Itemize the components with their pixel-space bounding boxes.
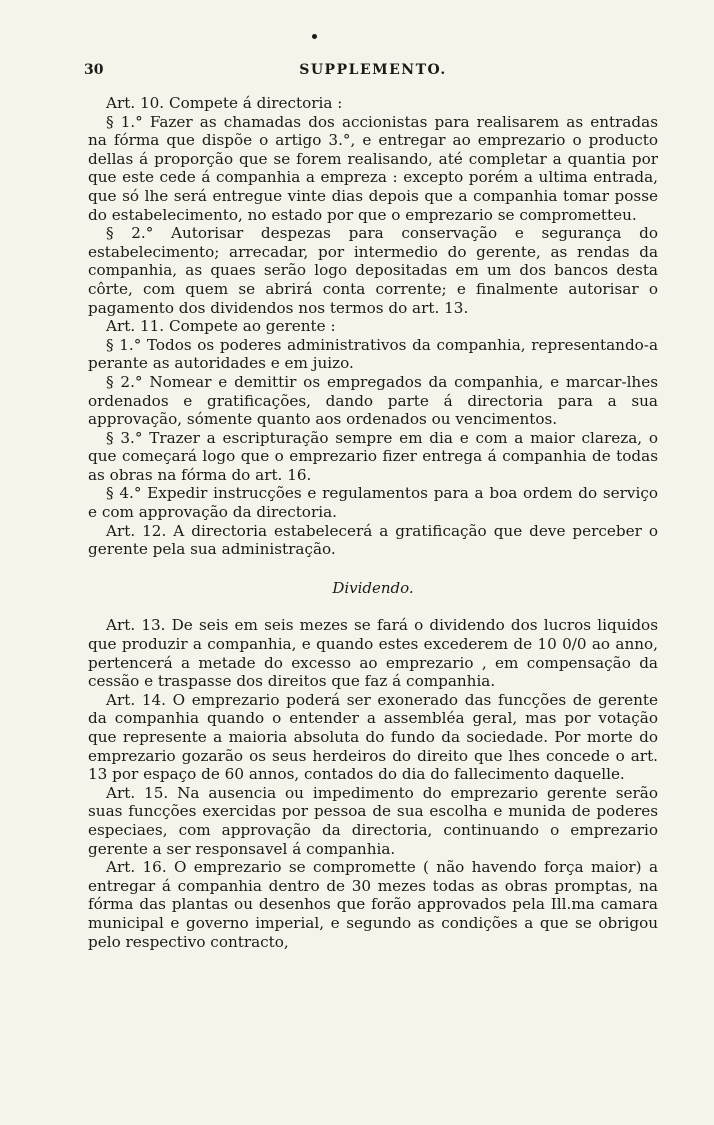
paragraph: Art. 10. Compete á directoria : <box>106 94 343 112</box>
page-number: 30 <box>84 62 104 78</box>
paragraph: Art. 16. O emprezario se compromette ( não havendo força maior) a entregar á companhia dentro de 30 mezes todas as obras promptas, na fórma das plantas ou desenhos que forão approvados pela Ill.ma camara municipal e governo imperial, e segundo as condições a que se obrigou pelo respectivo contracto, <box>88 858 658 951</box>
page-header <box>84 60 658 94</box>
document-page <box>84 30 658 951</box>
article-body <box>88 94 658 951</box>
paragraph: § 1.° Fazer as chamadas dos accionistas para realisarem as entradas na fórma que dispõe o artigo 3.°, e entregar ao emprezario o producto dellas á proporção que se forem realisando, até completar a quantia por que este cede á companhia a empreza : excepto porém a ultima entrada, que só lhe será entregue vinte dias depois que a companhia tomar posse do estabelecimento, no estado por que o emprezario se comprometteu. <box>88 112 658 224</box>
paragraph: Art. 12. A directoria estabelecerá a gratificação que deve perceber o gerente pela sua administração. <box>88 521 658 559</box>
paragraph: § 3.° Trazer a escripturação sempre em dia e com a maior clareza, o que começará logo que o emprezario fizer entrega á companhia de todas as obras na fórma do art. 16. <box>88 428 658 484</box>
paragraph: § 1.° Todos os poderes administrativos da companhia, representando-a perante as autoridades e em juizo. <box>88 335 658 373</box>
section-heading-dividendo: Dividendo. <box>332 578 414 597</box>
paragraph: § 2.° Autorisar despezas para conservação e segurança do estabelecimento; arrecadar, por intermedio do gerente, as rendas da companhia, as quaes serão logo depositadas em um dos bancos desta côrte, com quem se abrirá conta corrente; e finalmente autorisar o pagamento dos dividendos nos termos do art. 13. <box>88 224 658 317</box>
paragraph: Art. 11. Compete ao gerente : <box>106 317 336 336</box>
paragraph: Art. 15. Na ausencia ou impedimento do emprezario gerente serão suas funcções exercidas por pessoa de sua escolha e munida de poderes especiaes, com approvação da directoria, continuando o emprezario gerente a ser responsavel á companhia. <box>88 783 658 858</box>
paragraph: Art. 14. O emprezario poderá ser exonerado das funcções de gerente da companhia quando o entender a assembléa geral, mas por votação que represente a maioria absoluta do fundo da sociedade. Por morte do emprezario gozarão os seus herdeiros do direito que lhes concede o art. 13 por espaço de 60 annos, contados do dia do fallecimento daquelle. <box>88 690 658 784</box>
running-title: SUPPLEMENTO. <box>299 62 447 78</box>
paragraph: § 4.° Expedir instrucções e regulamentos para a boa ordem do serviço e com approvação da directoria. <box>88 484 658 522</box>
paragraph: § 2.° Nomear e demittir os empregados da companhia, e marcar-lhes ordenados e gratificações, dando parte á directoria para a sua approvação, sómente quanto aos ordenados ou vencimentos. <box>88 372 658 429</box>
paragraph: Art. 13. De seis em seis mezes se fará o dividendo dos lucros liquidos que produzir a companhia, e quando estes excederem de 10 0/0 ao anno, pertencerá a metade do excesso ao emprezario , em compensação da cessão e traspasse dos direitos que faz á companhia. <box>88 616 658 691</box>
